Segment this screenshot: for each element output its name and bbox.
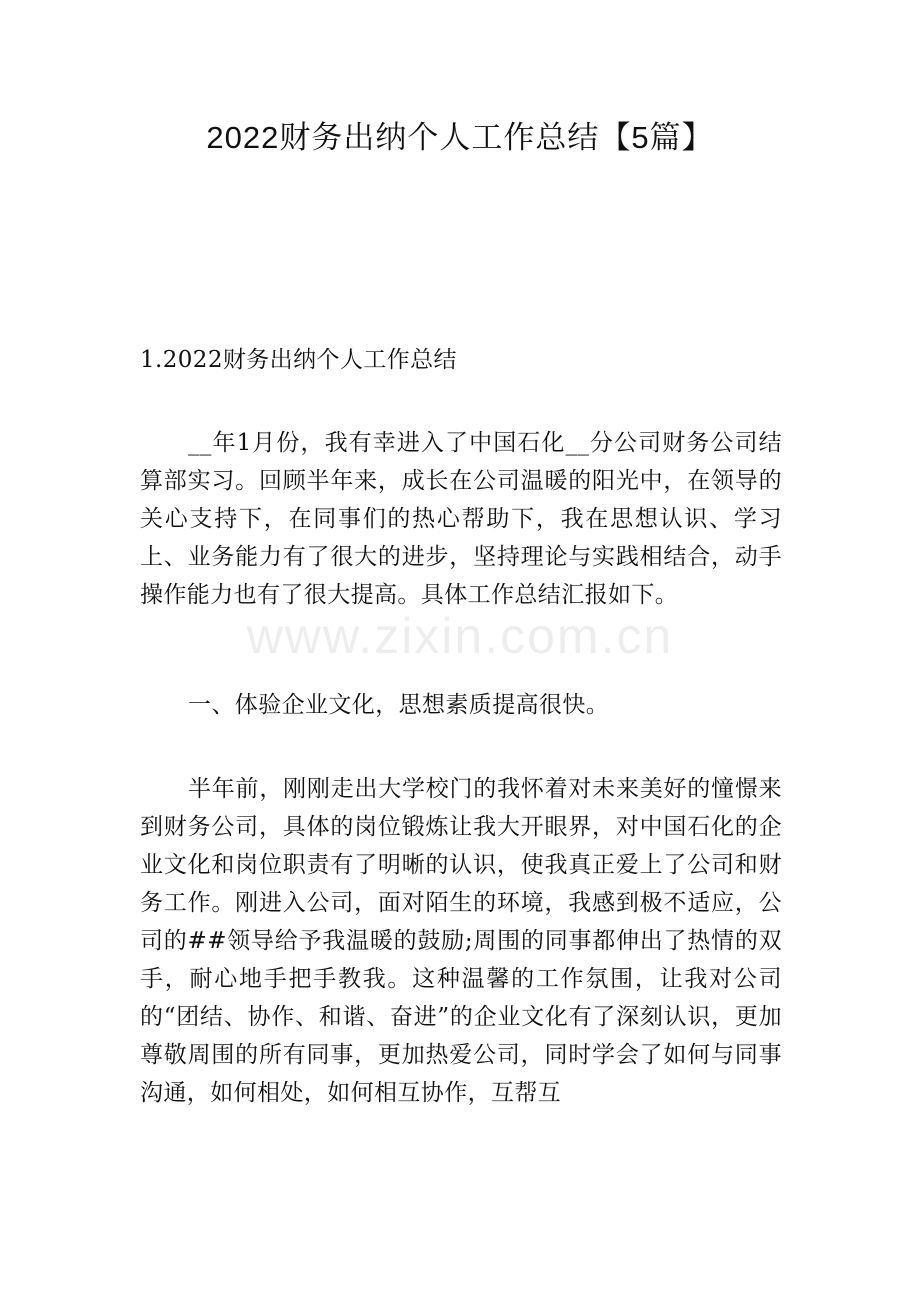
- paragraph-1: __年1月份，我有幸进入了中国石化__分公司财务公司结算部实习。回顾半年来，成长在公司温暖的阳光中，在领导的关心支持下，在同事们的热心帮助下，我在思想认识、学习上、业务能力有了很大的进步，坚持理论与实践相结合，动手操作能力也有了很大提高。具体工作总结汇报如下。: [140, 430, 782, 608]
- document-title: 2022财务出纳个人工作总结【5篇】: [206, 120, 714, 155]
- section-heading: 1.2022财务出纳个人工作总结: [140, 347, 457, 373]
- watermark: www.zixin.com.cn: [246, 608, 674, 664]
- sub-heading: 一、体验企业文化，思想素质提高很快。: [188, 692, 610, 718]
- paragraph-2: 半年前，刚刚走出大学校门的我怀着对未来美好的憧憬来到财务公司，具体的岗位锻炼让我大开眼界，对中国石化的企业文化和岗位职责有了明晰的认识，使我真正爱上了公司和财务工作。刚进入公司，面对陌生的环境，我感到极不适应，公司的##领导给予我温暖的鼓励;周围的同事都伸出了热情的双手，耐心地手把手教我。这种温馨的工作氛围，让我对公司的“团结、协作、和谐、奋进”的企业文化有了深刻认识，更加尊敬周围的所有同事，更加热爱公司，同时学会了如何与同事沟通，如何相处，如何相互协作，互帮互: [140, 776, 782, 1106]
